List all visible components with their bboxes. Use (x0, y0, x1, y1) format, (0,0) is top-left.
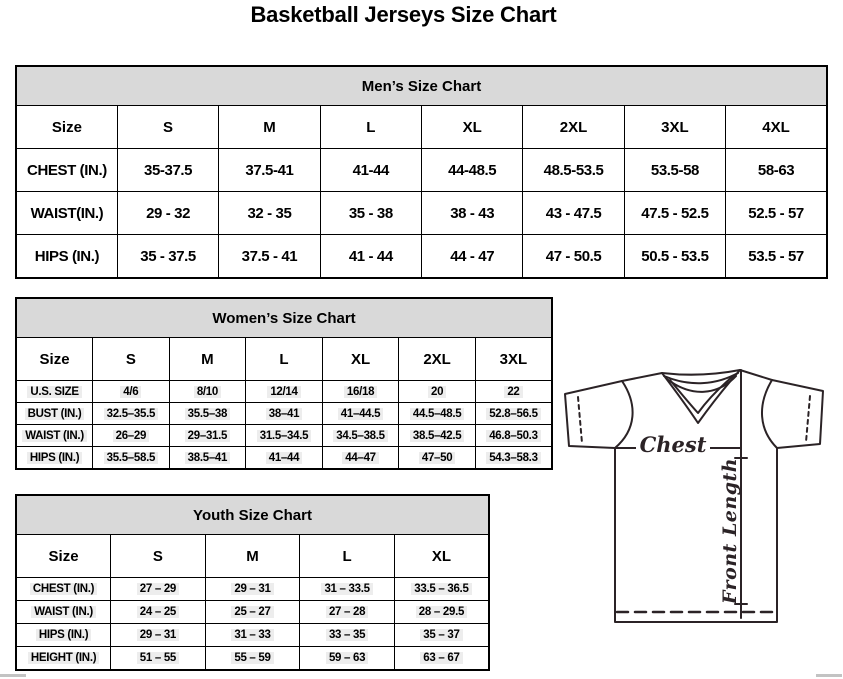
men-value-text: 35-37.5 (144, 161, 193, 179)
women-size-header-cell: S (93, 338, 170, 381)
women-table-row (16, 403, 552, 425)
womens-size-table (15, 297, 553, 470)
women-value-cell (93, 381, 170, 403)
men-value-cell (320, 192, 421, 235)
men-row-label (16, 192, 117, 235)
men-value-text: 35 - 38 (348, 204, 393, 222)
jersey-right-sleeve (772, 380, 823, 448)
women-row-label-text: U.S. SIZE (27, 386, 81, 398)
men-value-cell (117, 235, 218, 279)
jersey-diagram (560, 360, 843, 660)
men-value-cell (624, 149, 725, 192)
youth-size-header-cell: XL (394, 535, 489, 578)
youth-value-text: 29 – 31 (231, 583, 273, 595)
men-value-text: 37.5-41 (245, 161, 294, 179)
youth-value-cell (205, 647, 300, 671)
men-size-header-cell: L (320, 106, 421, 149)
men-value-text: 29 - 32 (146, 204, 191, 222)
youth-title-row (16, 495, 489, 535)
women-row-label (16, 447, 93, 470)
women-value-cell (475, 403, 552, 425)
men-size-header-cell: Size (16, 106, 117, 149)
women-value-cell (246, 425, 323, 447)
women-value-text: 44–47 (342, 452, 378, 464)
women-value-text: 12/14 (267, 386, 300, 398)
women-size-header-cell: L (246, 338, 323, 381)
men-value-text: 53.5-58 (650, 161, 699, 179)
youth-value-cell (205, 624, 300, 647)
men-table-title: Men’s Size Chart (16, 66, 827, 106)
youth-value-cell (111, 578, 206, 601)
women-value-text: 35.5–58.5 (104, 452, 158, 464)
men-value-cell (624, 235, 725, 279)
women-table-row (16, 381, 552, 403)
youth-value-text: 29 – 31 (137, 629, 179, 641)
men-size-header-cell: M (219, 106, 320, 149)
men-size-header-cell: 3XL (624, 106, 725, 149)
women-value-cell (169, 447, 246, 470)
jersey-collar-top (662, 370, 740, 375)
men-value-cell (219, 235, 320, 279)
women-value-cell (169, 425, 246, 447)
youth-value-cell (111, 601, 206, 624)
youth-value-text: 55 – 59 (231, 652, 273, 664)
men-value-text: 47 - 50.5 (545, 247, 602, 265)
jersey-right-armhole-seam (762, 380, 777, 448)
women-value-text: 38–41 (266, 408, 302, 420)
youth-value-text: 33.5 – 36.5 (411, 583, 471, 595)
women-value-cell (322, 425, 399, 447)
women-value-cell (169, 381, 246, 403)
men-size-header-cell: S (117, 106, 218, 149)
women-size-header-cell: Size (16, 338, 93, 381)
youth-value-cell (300, 647, 395, 671)
horizontal-scrollbar-fragment-right[interactable] (816, 674, 842, 677)
youth-table-row (16, 601, 489, 624)
women-value-text: 35.5–38 (185, 408, 230, 420)
jersey-right-sleeve-dashes (806, 396, 810, 442)
women-row-label-text: BUST (IN.) (25, 408, 85, 420)
youth-value-cell (205, 578, 300, 601)
youth-value-cell (394, 647, 489, 671)
men-value-cell (117, 192, 218, 235)
women-table-row (16, 447, 552, 470)
youth-table-row (16, 647, 489, 671)
horizontal-scrollbar-fragment-left[interactable] (0, 674, 26, 677)
youth-value-cell (394, 624, 489, 647)
men-value-cell (523, 235, 624, 279)
women-value-cell (399, 447, 476, 470)
men-value-cell (523, 149, 624, 192)
women-value-cell (399, 381, 476, 403)
mens-size-table (15, 65, 828, 279)
men-value-cell (422, 235, 523, 279)
women-value-text: 44.5–48.5 (410, 408, 464, 420)
youth-row-label-text: HEIGHT (IN.) (28, 652, 99, 664)
youth-value-cell (111, 624, 206, 647)
youth-value-text: 28 – 29.5 (416, 606, 467, 618)
women-value-text: 46.8–50.3 (486, 430, 540, 442)
chest-measure-label: Chest (636, 433, 710, 456)
jersey-left-armhole-seam (615, 381, 633, 448)
women-size-header-cell: M (169, 338, 246, 381)
women-value-cell (322, 447, 399, 470)
men-row-label (16, 149, 117, 192)
women-value-cell (93, 403, 170, 425)
youth-value-text: 27 – 28 (326, 606, 368, 618)
men-table-row (16, 149, 827, 192)
men-row-label-text: HIPS (IN.) (34, 247, 100, 265)
women-size-header-cell: XL (322, 338, 399, 381)
women-value-text: 20 (428, 386, 446, 398)
men-value-text: 35 - 37.5 (140, 247, 196, 265)
youth-size-header-cell: Size (16, 535, 111, 578)
women-value-cell (475, 381, 552, 403)
youth-size-table (15, 494, 490, 671)
women-row-label (16, 403, 93, 425)
women-size-header-row (16, 338, 552, 381)
men-value-text: 41-44 (352, 161, 389, 179)
men-value-text: 44 - 47 (450, 247, 495, 265)
men-value-cell (624, 192, 725, 235)
women-table-row (16, 425, 552, 447)
men-value-text: 53.5 - 57 (748, 247, 804, 265)
women-value-text: 29–31.5 (185, 430, 230, 442)
women-value-cell (475, 447, 552, 470)
youth-value-text: 24 – 25 (137, 606, 179, 618)
women-value-cell (246, 447, 323, 470)
men-title-row (16, 66, 827, 106)
men-value-cell (422, 149, 523, 192)
youth-value-text: 59 – 63 (326, 652, 368, 664)
men-row-label-text: WAIST(IN.) (30, 204, 104, 222)
women-title-row (16, 298, 552, 338)
youth-value-text: 33 – 35 (326, 629, 368, 641)
women-size-header-cell: 2XL (399, 338, 476, 381)
youth-value-cell (300, 578, 395, 601)
women-row-label (16, 381, 93, 403)
youth-value-cell (394, 578, 489, 601)
women-value-text: 31.5–34.5 (257, 430, 311, 442)
men-value-text: 47.5 - 52.5 (641, 204, 709, 222)
jersey-left-sleeve-dashes (578, 397, 582, 443)
youth-value-cell (300, 624, 395, 647)
men-value-cell (422, 192, 523, 235)
women-value-text: 26–29 (113, 430, 149, 442)
women-value-text: 34.5–38.5 (333, 430, 387, 442)
men-value-text: 44-48.5 (448, 161, 497, 179)
jersey-left-sleeve (565, 381, 622, 448)
women-value-text: 4/6 (120, 386, 141, 398)
women-value-cell (399, 425, 476, 447)
men-value-cell (320, 149, 421, 192)
men-value-cell (726, 149, 827, 192)
women-value-cell (322, 381, 399, 403)
youth-value-text: 51 – 55 (137, 652, 179, 664)
youth-value-text: 27 – 29 (137, 583, 179, 595)
youth-value-text: 63 – 67 (420, 652, 462, 664)
men-value-cell (219, 149, 320, 192)
men-size-header-cell: XL (422, 106, 523, 149)
women-value-cell (93, 425, 170, 447)
men-table-row (16, 235, 827, 279)
women-value-cell (322, 403, 399, 425)
women-value-text: 47–50 (419, 452, 455, 464)
women-value-text: 41–44.5 (338, 408, 383, 420)
women-value-text: 8/10 (194, 386, 221, 398)
men-value-cell (117, 149, 218, 192)
men-value-text: 32 - 35 (247, 204, 292, 222)
youth-value-cell (394, 601, 489, 624)
women-value-cell (246, 403, 323, 425)
women-value-cell (246, 381, 323, 403)
women-value-text: 38.5–42.5 (410, 430, 464, 442)
page-title: Basketball Jerseys Size Chart (250, 2, 557, 27)
men-size-header-cell: 2XL (523, 106, 624, 149)
women-value-text: 41–44 (266, 452, 302, 464)
men-row-label (16, 235, 117, 279)
youth-value-cell (205, 601, 300, 624)
men-size-header-row (16, 106, 827, 149)
men-value-text: 52.5 - 57 (748, 204, 804, 222)
women-table-title: Women’s Size Chart (16, 298, 552, 338)
youth-row-label (16, 578, 111, 601)
youth-value-text: 31 – 33.5 (321, 583, 372, 595)
women-value-text: 16/18 (344, 386, 377, 398)
youth-row-label-text: HIPS (IN.) (36, 629, 91, 641)
women-value-text: 22 (504, 386, 522, 398)
youth-size-header-row (16, 535, 489, 578)
men-row-label-text: CHEST (IN.) (27, 161, 107, 179)
women-value-text: 38.5–41 (185, 452, 230, 464)
youth-value-text: 25 – 27 (231, 606, 273, 618)
women-row-label-text: HIPS (IN.) (27, 452, 82, 464)
youth-value-cell (111, 647, 206, 671)
jersey-body (615, 448, 777, 622)
youth-size-header-cell: S (111, 535, 206, 578)
youth-table-title: Youth Size Chart (16, 495, 489, 535)
men-value-cell (726, 192, 827, 235)
women-value-cell (475, 425, 552, 447)
women-value-text: 52.8–56.5 (486, 408, 540, 420)
women-row-label (16, 425, 93, 447)
youth-row-label (16, 601, 111, 624)
men-value-cell (726, 235, 827, 279)
women-row-label-text: WAIST (IN.) (22, 430, 87, 442)
jersey-left-shoulder (622, 373, 662, 381)
women-value-cell (399, 403, 476, 425)
men-table-row (16, 192, 827, 235)
men-value-text: 58-63 (757, 161, 795, 179)
jersey-right-shoulder (740, 370, 772, 380)
women-value-cell (169, 403, 246, 425)
men-value-cell (219, 192, 320, 235)
women-value-text: 54.3–58.3 (486, 452, 540, 464)
youth-value-cell (300, 601, 395, 624)
youth-table-row (16, 624, 489, 647)
men-value-cell (320, 235, 421, 279)
youth-row-label-text: CHEST (IN.) (30, 583, 97, 595)
men-value-text: 43 - 47.5 (545, 204, 602, 222)
youth-value-text: 31 – 33 (231, 629, 273, 641)
youth-row-label (16, 647, 111, 671)
front-length-measure-label: Front Length (719, 457, 741, 605)
men-value-cell (523, 192, 624, 235)
youth-row-label (16, 624, 111, 647)
men-value-text: 41 - 44 (348, 247, 393, 265)
women-size-header-cell: 3XL (475, 338, 552, 381)
youth-row-label-text: WAIST (IN.) (31, 606, 96, 618)
men-size-header-cell: 4XL (726, 106, 827, 149)
youth-size-header-cell: L (300, 535, 395, 578)
men-value-text: 48.5-53.5 (543, 161, 604, 179)
women-value-cell (93, 447, 170, 470)
youth-table-row (16, 578, 489, 601)
men-value-text: 50.5 - 53.5 (641, 247, 709, 265)
men-value-text: 37.5 - 41 (241, 247, 298, 265)
men-value-text: 38 - 43 (450, 204, 495, 222)
youth-size-header-cell: M (205, 535, 300, 578)
women-value-text: 32.5–35.5 (104, 408, 158, 420)
youth-value-text: 35 – 37 (420, 629, 462, 641)
